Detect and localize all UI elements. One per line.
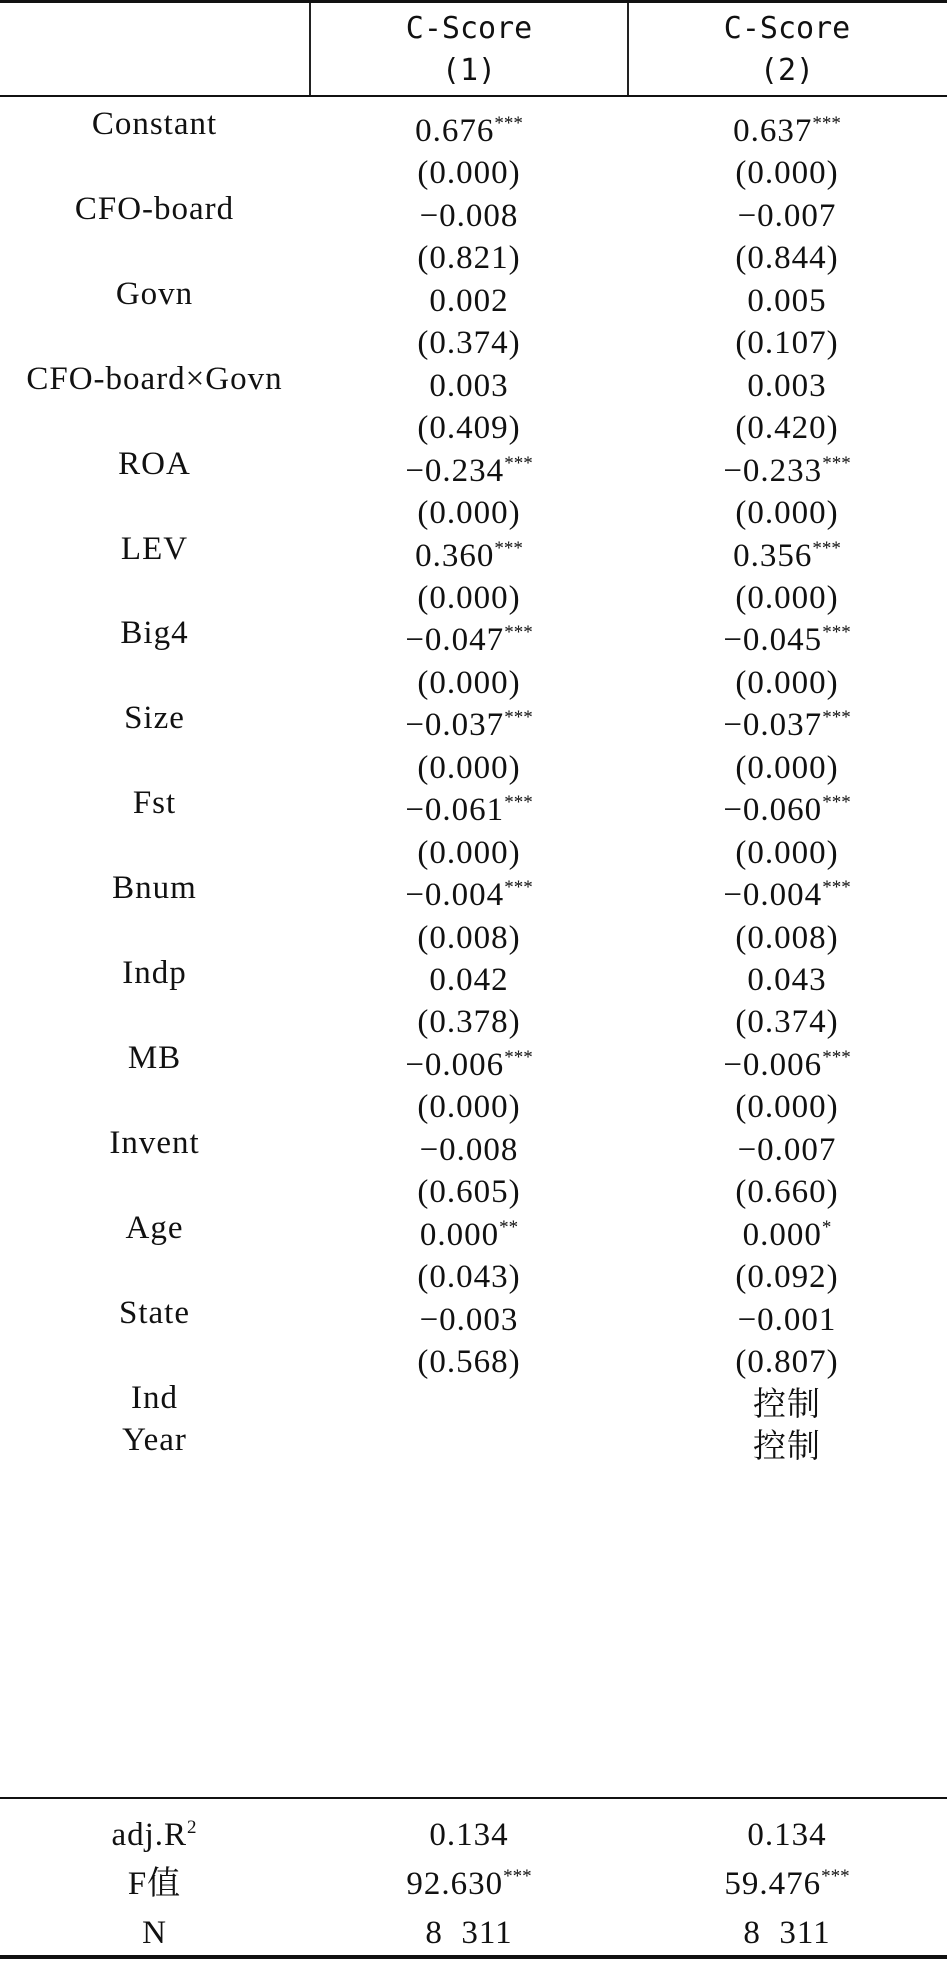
row-col2-value-text: 0.637 [733,113,813,149]
table-top-rule [0,0,947,3]
row-col1-value-text: (0.000) [417,665,521,701]
row-col2-value-text: (0.092) [735,1259,839,1295]
row-col1-value-text: (0.568) [417,1344,521,1380]
row-col1-value-text: 0.360 [415,538,495,574]
row-col2-value-text: (0.807) [735,1344,839,1380]
row-label-text: CFO-board [74,191,235,227]
row-col1-value-significance-stars: *** [504,792,533,813]
row-col2-value-significance-stars: * [821,1217,832,1238]
column-header-1-title: C-Score [405,11,533,46]
row-col2-value-text: 控制 [753,1429,821,1465]
row-col2-value-significance-stars: *** [822,792,851,813]
row-col2-value-text: 0.000 [742,1217,822,1253]
row-col1-value-text: (0.000) [417,1089,521,1125]
row-col1-value-text: −0.037 [405,707,505,743]
row-col2-value-text: (0.000) [735,1089,839,1125]
column-header-2-title: C-Score [723,11,851,46]
row-col1-value-text: −0.004 [405,877,505,913]
stat-label-text: F值 [127,1866,182,1902]
row-col1-value-significance-stars: *** [504,453,533,474]
row-col2-value-text: (0.844) [735,240,839,276]
row-label-text: Fst [132,785,177,821]
row-col1-value-text: (0.374) [417,325,521,361]
row-label [0,1415,309,1465]
row-col2-value-text: −0.045 [723,622,823,658]
row-col1-value-significance-stars: *** [494,538,523,559]
row-label-text: ROA [118,446,191,482]
stat-label [0,1803,309,1853]
row-col1-value-text: (0.409) [417,410,521,446]
row-col1-value-significance-stars: *** [494,113,523,134]
row-col2-value-text: (0.000) [735,665,839,701]
stat-col1-value [311,1901,627,1951]
row-col1-value-text: (0.000) [417,835,521,871]
row-col1-value-significance-stars: *** [504,877,533,898]
stat-label-superscript: 2 [187,1817,198,1838]
row-col1-value-text: (0.000) [417,155,521,191]
row-col1-value-text: 0.676 [415,113,495,149]
row-col1-value-text: −0.061 [405,792,505,828]
row-col2-value-text: 0.003 [747,368,827,404]
row-col2-value-text: (0.000) [735,580,839,616]
row-col2-value-text: −0.006 [723,1047,823,1083]
row-col1-value-text: −0.234 [405,453,505,489]
row-label-text: CFO-board×Govn [26,361,283,397]
row-col1-value-significance-stars: *** [504,1047,533,1068]
row-col1-value [311,1415,627,1465]
row-col2-value-text: 0.043 [747,962,827,998]
row-col1-value-significance-stars: ** [499,1217,519,1238]
row-col1-value-text: 0.003 [429,368,509,404]
row-label-text: Bnum [112,870,197,906]
row-col1-value-text: (0.043) [417,1259,521,1295]
row-col2-value-significance-stars: *** [822,453,851,474]
row-col1-value-text: −0.008 [419,198,519,234]
row-label-text: Age [125,1210,184,1246]
stat-col2-value [629,1852,945,1902]
stat-label [0,1852,309,1902]
row-col2-value-text: (0.000) [735,750,839,786]
stat-label-text: adj.R [111,1817,188,1853]
row-label-text: Year [122,1422,187,1458]
row-label-text: MB [127,1040,182,1076]
row-label-text: Ind [131,1380,178,1416]
row-label-text: Constant [91,106,218,142]
row-col2-value-text: −0.007 [737,1132,837,1168]
row-col2-value-text: (0.000) [735,155,839,191]
row-label-text: LEV [120,531,189,567]
stat-col1-value-text: 0.134 [429,1817,509,1853]
row-col1-value-text: 0.002 [429,283,509,319]
row-col2-value-text: (0.000) [735,495,839,531]
row-col2-value-text: −0.004 [723,877,823,913]
row-col2-value-significance-stars: *** [822,877,851,898]
table-bottom-rule [0,1955,947,1959]
row-col1-value-significance-stars: *** [504,707,533,728]
column-header-1-number: (1) [441,53,497,88]
row-col1-value-significance-stars: *** [504,622,533,643]
row-label-text: Indp [122,955,187,991]
row-col2-value-text: (0.107) [735,325,839,361]
stat-col1-value [311,1803,627,1853]
row-col2-value-text: (0.008) [735,920,839,956]
stat-label [0,1901,309,1951]
stat-col1-value-text: 8 311 [425,1915,513,1951]
row-col2-value-text: −0.060 [723,792,823,828]
row-col2-value-text: 控制 [753,1387,821,1423]
row-col1-value-text: (0.000) [417,750,521,786]
stats-rule [0,1797,947,1799]
row-label-text: State [119,1295,190,1331]
stat-col2-value-text: 8 311 [743,1915,831,1951]
row-col2-value-significance-stars: *** [822,622,851,643]
stat-col1-value [311,1852,627,1902]
row-col1-value-text: (0.821) [417,240,521,276]
row-col1-value-text: 0.000 [419,1217,500,1253]
row-col2-value-text: (0.000) [735,835,839,871]
row-col1-value-text: (0.378) [417,1004,521,1040]
row-label-text: Big4 [120,615,189,651]
stat-col1-value-text: 92.630 [406,1866,504,1902]
column-header-2-number: (2) [759,53,815,88]
row-col2-value-text: (0.374) [735,1004,839,1040]
row-col2-value-text: −0.001 [737,1302,837,1338]
row-col1-value-text: −0.003 [419,1302,519,1338]
row-col2-value-text: (0.420) [735,410,839,446]
row-col2-value-text: −0.037 [723,707,823,743]
row-label-text: Size [124,700,185,736]
row-col1-value-text: −0.008 [419,1132,519,1168]
row-col2-value-text: −0.007 [737,198,837,234]
stat-col2-value-text: 0.134 [747,1817,827,1853]
row-col1-value-text: (0.605) [417,1174,521,1210]
row-col2-value-significance-stars: *** [812,113,841,134]
stat-col1-value-significance-stars: *** [503,1866,532,1887]
row-col1-value-text: 0.042 [429,962,509,998]
row-col2-value-text: 0.005 [747,283,827,319]
row-label-text: Govn [115,276,194,312]
row-col1-value-text: (0.008) [417,920,521,956]
row-col1-value-text: (0.000) [417,495,521,531]
row-col1-value-text: (0.000) [417,580,521,616]
row-col2-value-significance-stars: *** [822,1047,851,1068]
row-col2-value-text: −0.233 [723,453,823,489]
stat-col2-value [629,1803,945,1853]
stat-col2-value-significance-stars: *** [821,1866,850,1887]
stat-col2-value [629,1901,945,1951]
row-col1-value-text: −0.047 [405,622,505,658]
row-col2-value-text: 0.356 [733,538,813,574]
row-label-text: Invent [109,1125,200,1161]
header-rule [0,95,947,97]
stat-col2-value-text: 59.476 [724,1866,822,1902]
row-col2-value-significance-stars: *** [822,707,851,728]
row-col2-value [629,1415,945,1465]
row-col1-value-text: −0.006 [405,1047,505,1083]
row-col2-value-significance-stars: *** [812,538,841,559]
row-col2-value-text: (0.660) [735,1174,839,1210]
stat-label-text: N [142,1915,167,1951]
